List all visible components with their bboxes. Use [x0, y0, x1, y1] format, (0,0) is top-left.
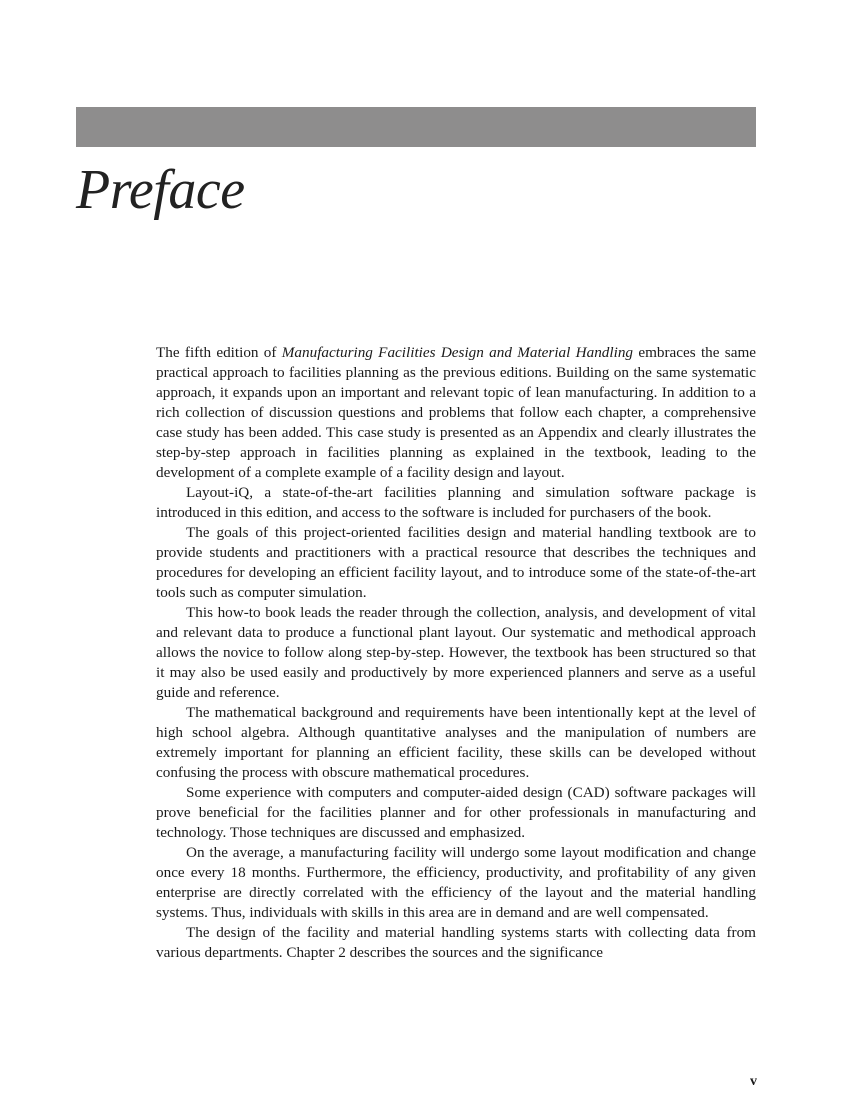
- paragraph: [156, 343, 756, 483]
- paragraph: The design of the facility and material handling systems starts with collecting data from various departments. Chapter 2 describes the sources and the significance: [156, 924, 756, 961]
- paragraph: The mathematical background and requirements have been intentionally kept at the level of high school algebra. Although quantitative analyses and the manipulation of numbers are extremely important for planning an efficient facility, these skills can be developed without confusing the process with obscure mathematical procedures.: [156, 704, 756, 781]
- page-title: Preface: [76, 159, 245, 221]
- paragraph-lead: The fifth edition of: [156, 344, 282, 361]
- body-text: [156, 343, 756, 963]
- paragraph: The goals of this project-oriented facilities design and material handling textbook are to provide students and practitioners with a practical resource that describes the techniques and procedures for developing an efficient facility layout, and to introduce some of the state-of-the-art tools such as computer simulation.: [156, 524, 756, 601]
- paragraph: Some experience with computers and computer-aided design (CAD) software packages will prove beneficial for the facilities planner and for other professionals in manufacturing and technology. Those techniques are discussed and emphasized.: [156, 784, 756, 841]
- paragraph: This how-to book leads the reader through the collection, analysis, and development of vital and relevant data to produce a functional plant layout. Our systematic and methodical approach allows the novice to follow along step-by-step. However, the textbook has been structured so that it may also be used easily and productively by more experienced planners and serve as a useful guide and reference.: [156, 604, 756, 701]
- page-number: v: [750, 1074, 757, 1089]
- book-title: Manufacturing Facilities Design and Material Handling: [281, 344, 634, 361]
- chapter-header-bar: [76, 107, 756, 147]
- paragraph: On the average, a manufacturing facility will undergo some layout modification and change once every 18 months. Furthermore, the efficiency, productivity, and profitability of any given enterprise are directly correlated with the efficiency of the layout and the material handling systems. Thus, individuals with skills in this area are in demand and are well compensated.: [156, 844, 756, 921]
- paragraph-text: embraces the same practical approach to facilities planning as the previous editions. Building on the same systematic approach, it expands upon an important and relevant topic of lean manufacturing. In addition to a rich collection of discussion questions and problems that follow each chapter, a comprehensive case study has been added. This case study is presented as an Appendix and clearly illustrates the step-by-step approach in facilities planning as explained in the textbook, leading to the development of a complete example of a facility design and layout.: [156, 344, 757, 481]
- paragraph: Layout-iQ, a state-of-the-art facilities planning and simulation software package is introduced in this edition, and access to the software is included for purchasers of the book.: [156, 484, 756, 521]
